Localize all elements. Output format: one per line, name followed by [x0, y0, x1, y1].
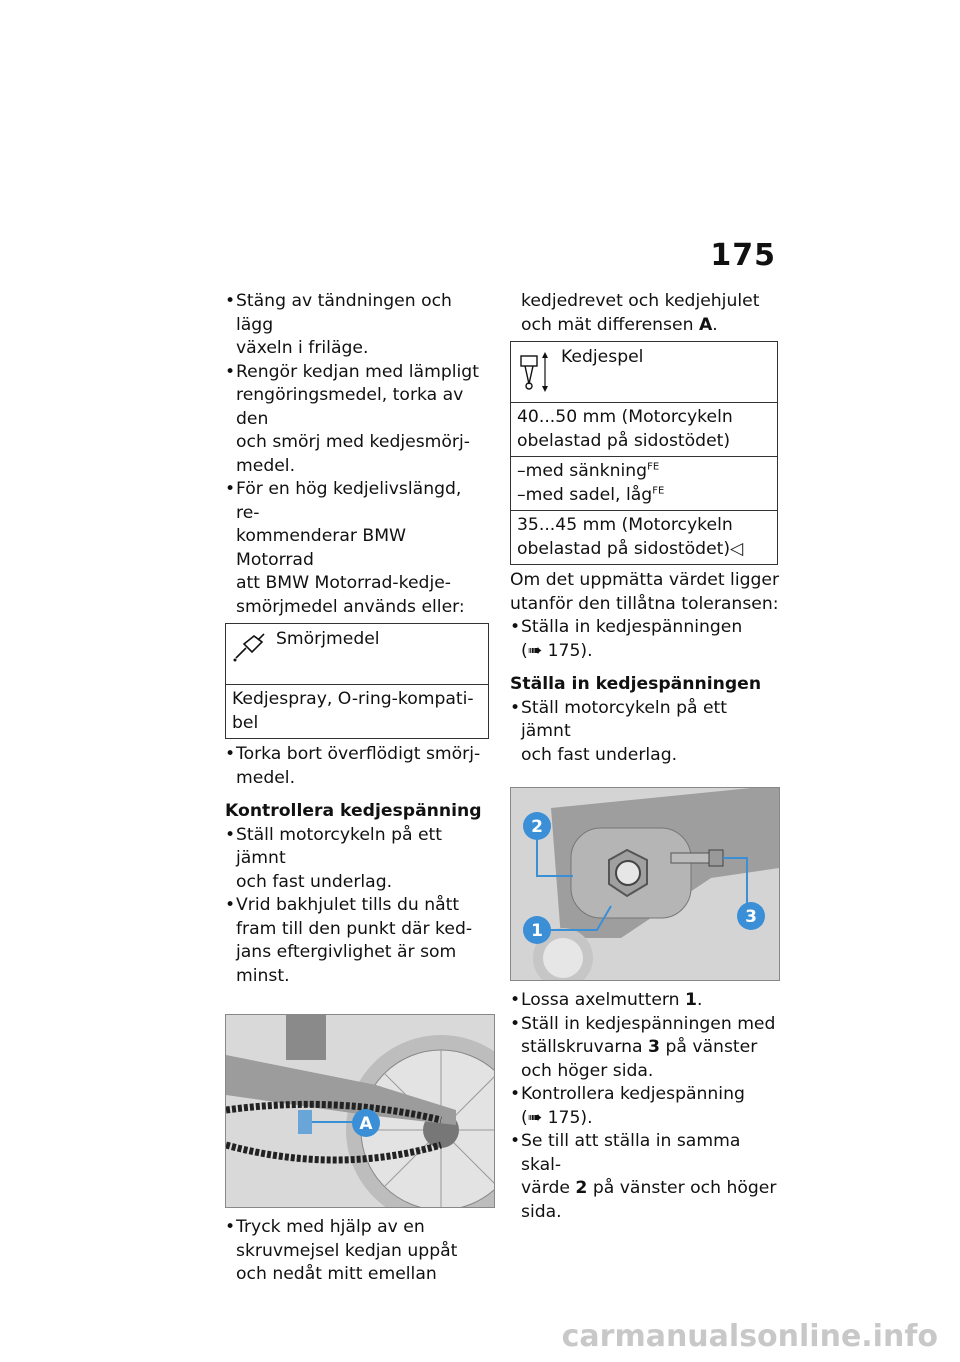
list-item: • Vrid bakhjulet tills du nått fram till den punkt där ked- jans eftergivlighet är som minst.	[225, 894, 489, 988]
axle-photo	[510, 787, 780, 981]
list-item: • Ställ motorcykeln på ett jämnt och fast underlag.	[510, 697, 780, 768]
adjust-steps-list	[510, 989, 780, 1224]
section-heading-set: Ställa in kedjespänningen	[510, 674, 762, 694]
page-number: 175	[710, 238, 776, 273]
set-list	[510, 697, 780, 768]
list-item: • Ställ in kedjespänningen med ställskruvarna 3 på vänster och höger sida.	[510, 1013, 780, 1084]
lubricant-header	[226, 624, 488, 684]
oil-can-icon	[232, 632, 268, 662]
continued-text: kedjedrevet och kedjehjulet och mät differensen A.	[521, 291, 760, 335]
chain-play-label: Kedjespel	[561, 347, 644, 367]
measure-icon	[517, 350, 553, 392]
chain-photo	[225, 1014, 495, 1208]
lubricant-label: Smörjmedel	[276, 629, 380, 649]
list-item: • Ställ motorcykeln på ett jämnt och fast underlag.	[225, 824, 489, 895]
page-ref-arrow-icon[interactable]: ➠	[527, 640, 543, 661]
chain-play-header	[511, 342, 777, 402]
wipe-list	[225, 743, 489, 790]
list-item: • Rengör kedjan med lämpligt rengöringsmedel, torka av den och smörj med kedjesmörj- medel.	[225, 361, 489, 479]
list-item: • Ställa in kedjespänningen (➠ 175).	[510, 616, 780, 663]
intro-list	[225, 290, 489, 619]
adjust-list	[510, 616, 780, 663]
lubricant-value: Kedjespray, O-ring-kompati- bel	[226, 684, 488, 738]
out-of-range-text: Om det uppmätta värdet ligger utanför den tillåtna toleransen:	[510, 570, 780, 614]
list-item: • Stäng av tändningen och lägg växeln i friläge.	[225, 290, 489, 361]
watermark: carmanualsonline.info	[561, 1319, 938, 1354]
list-item: • Tryck med hjälp av en skruvmejsel kedjan uppåt och nedåt mitt emellan	[225, 1216, 489, 1287]
callout-1-label: 1	[531, 921, 543, 941]
callout-a-label: A	[359, 1114, 373, 1134]
chain-play-value-2: 35...45 mm (Motorcykeln obelastad på sidostödet)◁	[511, 510, 777, 564]
page-ref-arrow-icon[interactable]: ➠	[527, 1107, 543, 1128]
callout-2-label: 2	[531, 817, 543, 837]
check-list	[225, 824, 489, 989]
list-item: • Se till att ställa in samma skal- värde 2 på vänster och höger sida.	[510, 1130, 780, 1224]
chain-play-condition: –med sänkning$^{FE}$ –med sadel, låg$^{FE}$	[511, 456, 777, 510]
lubricant-box	[225, 623, 489, 739]
list-item: • Torka bort överflödigt smörj- medel.	[225, 743, 489, 790]
left-column	[225, 290, 489, 1287]
right-column	[510, 290, 780, 1224]
press-list	[225, 1216, 489, 1287]
list-item: • Lossa axelmuttern 1.	[510, 989, 780, 1013]
chain-play-value-1: 40...50 mm (Motorcykeln obelastad på sidostödet)	[511, 402, 777, 456]
chain-play-box	[510, 341, 778, 565]
list-item: • För en hög kedjelivslängd, re- kommenderar BMW Motorrad att BMW Motorrad-kedje- smörjmedel används eller:	[225, 478, 489, 619]
section-heading-check: Kontrollera kedjespänning	[225, 801, 482, 821]
list-item: • Kontrollera kedjespänning (➠ 175).	[510, 1083, 780, 1130]
callout-3-label: 3	[745, 907, 757, 927]
